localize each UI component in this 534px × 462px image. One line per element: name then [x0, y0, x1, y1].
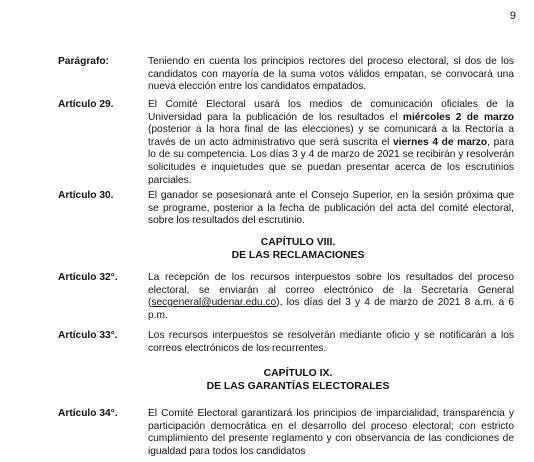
- article-34-label: Artículo 34°.: [58, 408, 118, 419]
- date-results-bold: miércoles 2 de marzo: [402, 111, 515, 123]
- article-33-label: Artículo 33°.: [58, 330, 118, 341]
- article-34-text: El Comité Electoral garantizará los principios de imparcialidad, transparencia y participación democrática en el desarrollo del proceso electoral; con estricto cumplimiento del presente reglamento y con observancia de las condiciones de igualdad para todos los candidatos: [148, 408, 514, 457]
- chapter-9-heading: [148, 368, 448, 393]
- date-rectoria-bold: viernes 4 de marzo: [393, 136, 488, 148]
- article-30-text: El ganador se posesionará ante el Consejo Superior, en la sesión próxima que se programe, posterior a la fecha de publicación del acta del comité electoral, sobre los resultados del escrutinio.: [148, 190, 514, 227]
- email-link[interactable]: secgeneral@udenar.edu.co: [151, 297, 277, 309]
- paragrafo-text: Teniendo en cuenta los principios rectores del proceso electoral, si dos de los candidatos con mayoría de la suma votos válidos empatan, se convocará una nueva elección entre los candidatos empatados.: [148, 56, 514, 93]
- page-number: 9: [509, 10, 516, 22]
- article-29-text: El Comité Electoral usará los medios de comunicación oficiales de la Universidad para la publicación de los resultados el miércoles 2 de marzo (posterior a la hora final de las elecciones) y se comunicará a la Rectoría a través de un acto administrativo que será suscrita el viernes 4 de marzo, para lo de su competencia. Los días 3 y 4 de marzo de 2021 se recibirán y resolverán solicitudes e inquietudes que se puedan presentar acerca de los escrutinios parciales.: [148, 99, 515, 186]
- article-32-text: La recepción de los recursos interpuestos sobre los resultados del proceso electoral, se enviarán al correo electrónico de la Secretaría General (secgeneral@udenar.edu.co), los días del 3 y 4 de marzo de 2021 8 a.m. a 6 p.m.: [148, 272, 514, 321]
- chapter-9-number: CAPÍTULO IX.: [263, 368, 333, 379]
- article-30-label: Artículo 30.: [58, 190, 114, 201]
- article-32-label: Artículo 32°.: [58, 272, 118, 283]
- article-29-label: Artículo 29.: [58, 99, 114, 110]
- chapter-8-heading: [148, 237, 448, 262]
- chapter-8-title: DE LAS RECLAMACIONES: [231, 249, 365, 261]
- article-33-text: Los recursos interpuestos se resolverán mediante oficio y se notificarán a los correos electrónicos de los recurrentes.: [148, 330, 514, 354]
- paragrafo-label: Parágrafo:: [58, 56, 109, 67]
- chapter-8-number: CAPÍTULO VIII.: [260, 237, 336, 248]
- chapter-9-title: DE LAS GARANTÍAS ELECTORALES: [206, 380, 390, 392]
